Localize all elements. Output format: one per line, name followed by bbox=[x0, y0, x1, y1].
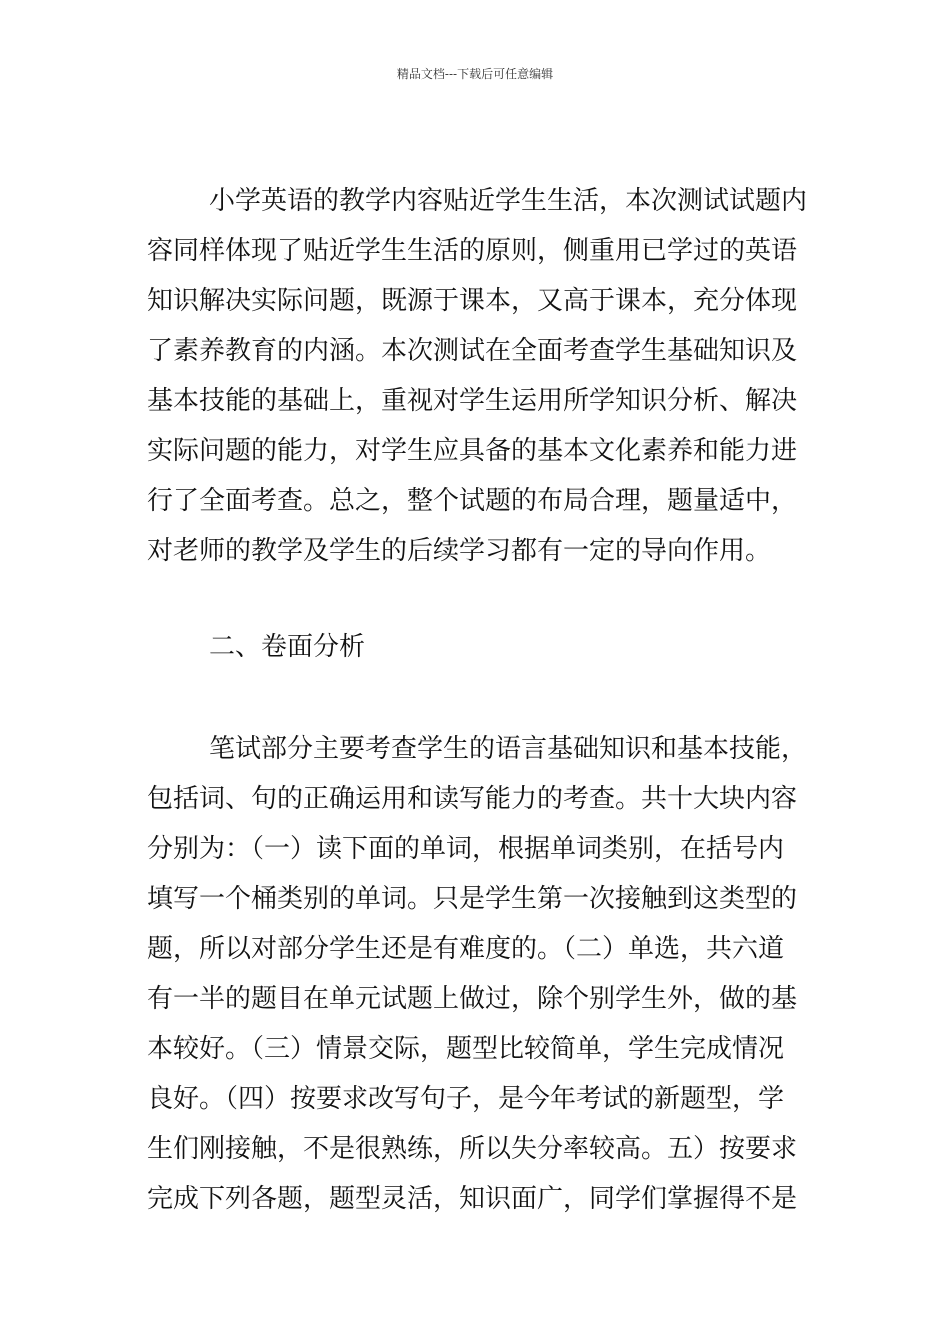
paragraph-line: 了素养教育的内涵。本次测试在全面考查学生基础知识及 bbox=[147, 336, 798, 366]
paragraph-line: 笔试部分主要考查学生的语言基础知识和基本技能， bbox=[209, 734, 807, 764]
paragraph-line: 基本技能的基础上，重视对学生运用所学知识分析、解决 bbox=[147, 386, 798, 416]
paragraph-line: 题，所以对部分学生还是有难度的。（二）单选，共六道 bbox=[147, 934, 785, 964]
paragraph-line: 对老师的教学及学生的后续学习都有一定的导向作用。 bbox=[147, 536, 772, 566]
paragraph-line: 包括词、句的正确运用和读写能力的考查。共十大块内容 bbox=[147, 784, 798, 814]
paragraph-line: 生们刚接触，不是很熟练，所以失分率较高。五）按要求 bbox=[147, 1134, 798, 1164]
section-heading bbox=[147, 622, 807, 672]
paragraph-line: 知识解决实际问题，既源于课本，又高于课本，充分体现 bbox=[147, 286, 798, 316]
paragraph-line: 容同样体现了贴近学生生活的原则，侧重用已学过的英语 bbox=[147, 236, 798, 266]
paragraph-line: 分别为：（一）读下面的单词，根据单词类别，在括号内 bbox=[147, 834, 785, 864]
paragraph-intro bbox=[147, 176, 807, 576]
paragraph-line: 小学英语的教学内容贴近学生生活，本次测试试题内 bbox=[209, 186, 807, 216]
paragraph-line: 有一半的题目在单元试题上做过，除个别学生外，做的基 bbox=[147, 984, 798, 1014]
paragraph-line: 实际问题的能力，对学生应具备的基本文化素养和能力进 bbox=[147, 436, 798, 466]
paragraph-analysis bbox=[147, 724, 807, 1224]
paragraph-line: 完成下列各题，题型灵活，知识面广，同学们掌握得不是 bbox=[147, 1184, 798, 1214]
section-heading-text: 二、卷面分析 bbox=[209, 632, 366, 662]
paragraph-line: 填写一个桶类别的单词。只是学生第一次接触到这类型的 bbox=[147, 884, 798, 914]
paragraph-line: 本较好。（三）情景交际，题型比较简单，学生完成情况 bbox=[147, 1034, 785, 1064]
paragraph-line: 行了全面考查。总之，整个试题的布局合理，题量适中， bbox=[147, 486, 798, 516]
paragraph-line: 良好。（四）按要求改写句子，是今年考试的新题型，学 bbox=[147, 1084, 785, 1114]
page-header: 精品文档---下载后可任意编辑 bbox=[396, 67, 554, 81]
